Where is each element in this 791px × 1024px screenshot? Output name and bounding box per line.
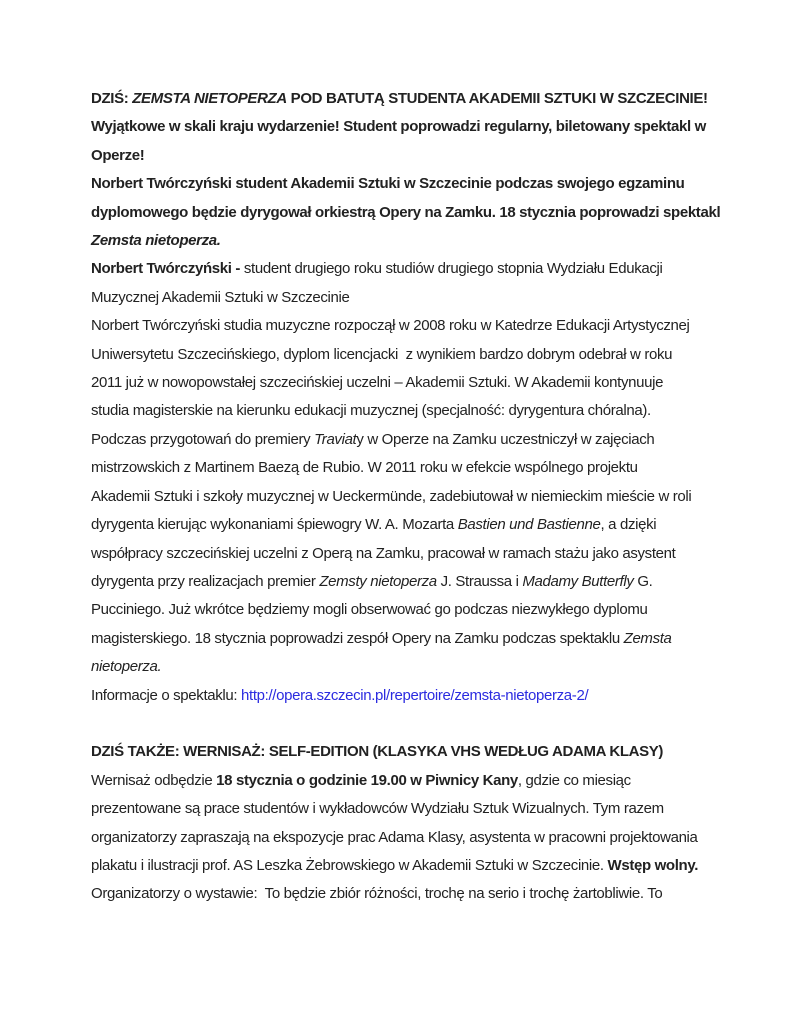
text-line [91,454,771,482]
text-run: J. Straussa i [436,572,523,590]
text-run: Traviat [314,430,357,448]
text-run: Norbert Twórczyński student Akademii Sztuki w Szczecinie podczas swojego egzaminu [91,175,685,193]
text-run: Muzycznej Akademii Sztuki w Szczecinie [91,288,350,306]
text-run: dyrygenta przy realizacjach premier [91,572,320,590]
text-run: studia magisterskie na kierunku edukacji muzycznej (specjalność: dyrygentura chóralna). [91,402,651,420]
text-run: Madamy Butterfly [522,572,634,590]
text-run: Pucciniego. Już wkrótce będziemy mogli obserwować go podczas niezwykłego dyplomu [91,601,648,619]
text-run: Norbert Twórczyński - [91,260,244,278]
text-run: , a dzięki [600,516,657,534]
document-body [91,85,771,909]
text-line [91,170,771,198]
text-line [91,341,771,369]
text-line [91,199,771,227]
text-run: Wyjątkowe w skali kraju wydarzenie! Student poprowadzi regularny, biletowany spektakl w [91,118,706,136]
text-line [91,483,771,511]
text-run: POD BATUTĄ STUDENTA AKADEMII SZTUKI W SZCZECINIE! [286,90,708,107]
text-run: Operze! [91,146,145,164]
text-run: dyrygenta kierując wykonaniami śpiewogry W. A. Mozarta [91,516,458,534]
text-line [91,397,771,425]
text-run: DZIŚ TAKŻE: WERNISAŻ: SELF-EDITION (KLASYKA VHS WEDŁUG ADAMA KLASY) [91,743,664,761]
text-line [91,795,771,823]
text-line [91,227,771,255]
text-run: Zemsty nietoperza [319,572,437,590]
text-line [91,113,771,141]
text-line [91,738,771,766]
text-line [91,255,771,283]
text-run: nietoperza. [91,658,162,676]
text-run: Organizatorzy o wystawie: To będzie zbiór różności, trochę na serio i trochę żartobliwie. To [91,885,663,903]
text-run: Informacje o spektaklu: [91,686,242,704]
text-run: G. [633,572,653,590]
text-line [91,682,771,710]
text-line [91,284,771,312]
text-line [91,312,771,340]
text-line [91,625,771,653]
text-line [91,852,771,880]
text-run: współpracy szczecińskiej uczelni z Operą na Zamku, pracował w ramach stażu jako asystent [91,544,676,562]
text-run: Norbert Twórczyński studia muzyczne rozpoczął w 2008 roku w Katedrze Edukacji Artystycznej [91,317,690,335]
text-run: prezentowane są prace studentów i wykładowców Wydziału Sztuk Wizualnych. Tym razem [91,800,664,818]
text-run: ZEMSTA NIETOPERZA [132,90,287,107]
text-line [91,767,771,795]
text-line [91,824,771,852]
spektakl-url-link[interactable]: http://opera.szczecin.pl/repertoire/zemsta-nietoperza-2/ [241,686,589,704]
text-line [91,511,771,539]
text-run: Uniwersytetu Szczecińskiego, dyplom licencjacki z wynikiem bardzo dobrym odebrał w roku [91,345,673,363]
text-run: organizatorzy zapraszają na ekspozycje prac Adama Klasy, asystenta w pracowni projektowania [91,828,698,846]
text-run: Wernisaż odbędzie [91,771,217,789]
text-run: DZIŚ: [91,90,133,107]
text-line [91,85,771,113]
text-run: Zemsta nietoperza. [91,232,221,250]
text-run: 18 stycznia o godzinie 19.00 w Piwnicy Kany [216,771,518,789]
text-line [91,653,771,681]
blank-line [91,710,771,738]
text-run: Bastien und Bastienne [457,516,601,534]
text-run: student drugiego roku studiów drugiego stopnia Wydziału Edukacji [243,260,663,278]
text-run: dyplomowego będzie dyrygował orkiestrą Opery na Zamku. 18 stycznia poprowadzi spektakl [91,203,721,221]
text-line [91,880,771,908]
text-run: Zemsta [623,629,672,647]
text-line [91,540,771,568]
text-run: Akademii Sztuki i szkoły muzycznej w Ueckermünde, zadebiutował w niemieckim mieście w roli [91,487,692,505]
text-run: Wstęp wolny. [607,856,699,874]
text-run: mistrzowskich z Martinem Baezą de Rubio. W 2011 roku w efekcie wspólnego projektu [91,459,638,477]
text-line [91,369,771,397]
text-run: 2011 już w nowopowstałej szczecińskiej uczelni – Akademii Sztuki. W Akademii kontynuuje [91,374,664,392]
text-line [91,568,771,596]
text-line [91,596,771,624]
text-run: Podczas przygotowań do premiery [91,430,315,448]
text-run: , gdzie co miesiąc [517,771,631,789]
text-line [91,426,771,454]
text-line [91,142,771,170]
text-run: plakatu i ilustracji prof. AS Leszka Żebrowskiego w Akademii Sztuki w Szczecinie. [91,856,608,874]
text-run: y w Operze na Zamku uczestniczył w zajęciach [356,430,655,448]
text-run: magisterskiego. 18 stycznia poprowadzi zespół Opery na Zamku podczas spektaklu [91,629,624,647]
